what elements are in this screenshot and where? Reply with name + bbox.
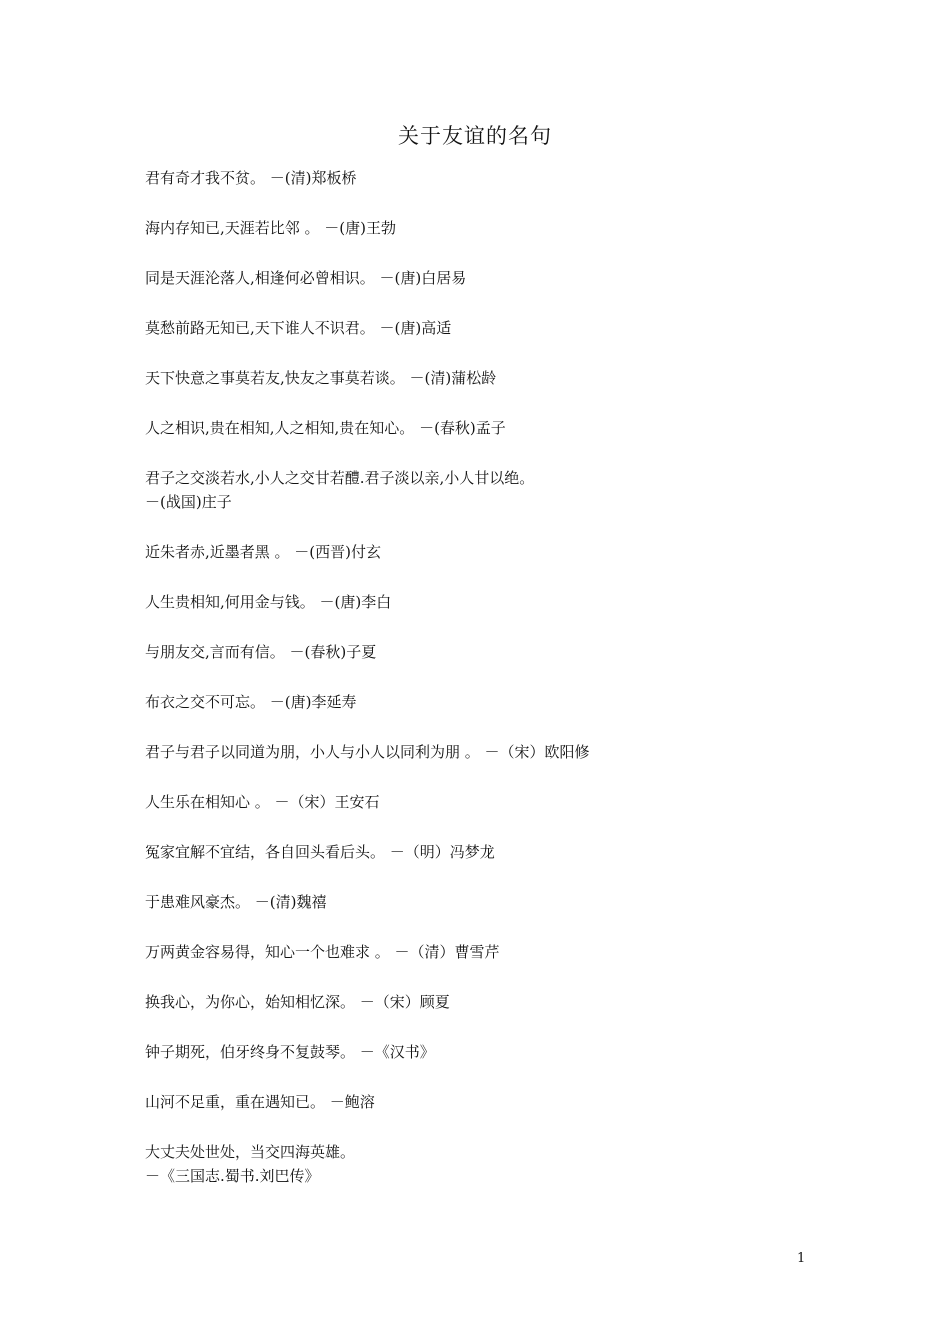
quote-text: 人生乐在相知心 。 －（宋）王安石 — [145, 793, 380, 811]
quote-text: 天下快意之事莫若友,快友之事莫若谈。 －(清)蒲松龄 — [145, 369, 497, 387]
quote-text: 人生贵相知,何用金与钱。 －(唐)李白 — [145, 593, 392, 611]
quote-text: 同是天涯沦落人,相逢何必曾相识。 －(唐)白居易 — [145, 269, 467, 287]
quote-text: 君子之交淡若水,小人之交甘若醴.君子淡以亲,小人甘以绝。 — [145, 469, 535, 487]
document-title: 关于友谊的名句 — [398, 124, 552, 148]
quote-item — [145, 790, 845, 814]
quote-item — [145, 540, 845, 564]
quote-item — [145, 840, 845, 864]
quote-item — [145, 890, 845, 914]
quote-item — [145, 466, 845, 514]
quote-source: －(战国)庄子 — [145, 493, 232, 511]
quote-item — [145, 1040, 845, 1064]
quote-text: 万两黄金容易得，知心一个也难求 。 －（清）曹雪芹 — [145, 943, 500, 961]
quote-text: 布衣之交不可忘。 －(唐)李延寿 — [145, 693, 357, 711]
quote-item — [145, 690, 845, 714]
quote-item — [145, 316, 845, 340]
quote-item — [145, 166, 845, 190]
quote-source: －《三国志.蜀书.刘巴传》 — [145, 1167, 320, 1185]
quote-item — [145, 590, 845, 614]
quote-text: 于患难风豪杰。 －(清)魏禧 — [145, 893, 327, 911]
quote-text: 人之相识,贵在相知,人之相知,贵在知心。 －(春秋)孟子 — [145, 419, 506, 437]
quote-text: 钟子期死，伯牙终身不复鼓琴。 －《汉书》 — [145, 1043, 435, 1061]
quote-text: 君有奇才我不贫。 －(清)郑板桥 — [145, 169, 357, 187]
quote-text: 与朋友交,言而有信。 －(春秋)子夏 — [145, 643, 377, 661]
quote-text: 大丈夫处世处，当交四海英雄。 — [145, 1143, 356, 1161]
quote-text: 山河不足重，重在遇知已。 －鲍溶 — [145, 1093, 375, 1111]
page-number: 1 — [797, 1251, 806, 1266]
quote-item — [145, 266, 845, 290]
quote-text: 海内存知已,天涯若比邻 。 －(唐)王勃 — [145, 219, 397, 237]
quote-item — [145, 640, 845, 664]
quote-item — [145, 366, 845, 390]
quote-item — [145, 990, 845, 1014]
quote-item — [145, 940, 845, 964]
quote-text: 冤家宜解不宜结，各自回头看后头。 －（明）冯梦龙 — [145, 843, 495, 861]
quote-list — [145, 166, 845, 1214]
quote-item — [145, 1140, 845, 1188]
quote-text: 近朱者赤,近墨者黑 。 －(西晋)付玄 — [145, 543, 382, 561]
quote-text: 莫愁前路无知已,天下谁人不识君。 －(唐)高适 — [145, 319, 452, 337]
quote-item — [145, 216, 845, 240]
quote-item — [145, 740, 845, 764]
quote-item — [145, 1090, 845, 1114]
quote-item — [145, 416, 845, 440]
quote-text: 换我心，为你心，始知相忆深。 －（宋）顾夏 — [145, 993, 450, 1011]
quote-text: 君子与君子以同道为朋，小人与小人以同利为朋 。 －（宋）欧阳修 — [145, 743, 590, 761]
